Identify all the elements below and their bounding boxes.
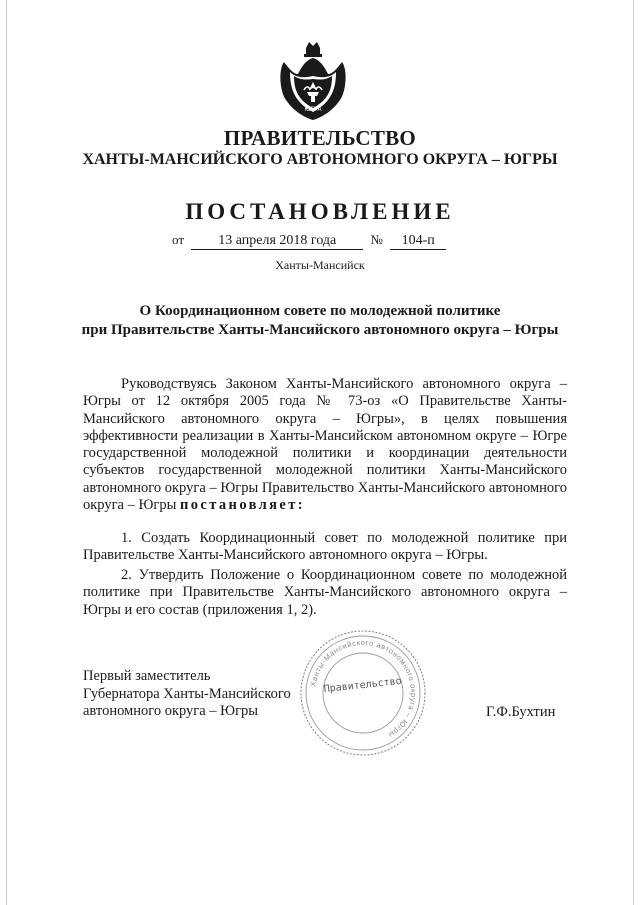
decree-word: постановляет: (179, 497, 306, 514)
from-label: от (172, 232, 185, 247)
signer-position-line3: автономного округа – Югры (83, 703, 259, 719)
item-1-text: 1. Создать Координационный совет по молодежной политике при Правительстве Ханты-Мансийского автономного округа – Югры. (83, 530, 567, 564)
number-label: № (370, 232, 383, 247)
government-title: ПРАВИТЕЛЬСТВО (223, 126, 417, 150)
svg-text:Ханты-Мансийского автономного: Ханты-Мансийского автономного округа – Югры (308, 637, 419, 741)
item-1-paragraph (83, 530, 567, 565)
document-date: 13 апреля 2018 года (191, 233, 363, 250)
resolution-title (0, 302, 640, 340)
date-number-line (172, 232, 446, 250)
signer-position-line2: Губернатора Ханты-Мансийского (83, 685, 291, 702)
item-2-text: 2. Утвердить Положение о Координационном совете по молодежной политике при Правительстве Ханты-Мансийского автономного округа – Югры и его состав (приложения 1, 2). (83, 567, 567, 618)
coat-of-arms-emblem-icon (276, 40, 350, 122)
signer-position (83, 668, 291, 721)
government-subtitle: ХАНТЫ-МАНСИЙСКОГО АВТОНОМНОГО ОКРУГА – ЮГРЫ (82, 151, 558, 168)
resolution-title-line2: при Правительстве Ханты-Мансийского автономного округа – Югры (81, 322, 559, 338)
resolution-title-line1: О Координационном совете по молодежной политике (139, 303, 501, 319)
svg-text:ЮГРА: ЮГРА (304, 107, 322, 113)
signer-name: Г.Ф.Бухтин (486, 704, 556, 720)
signer-position-line1: Первый заместитель (83, 668, 211, 684)
official-seal-stamp (298, 628, 428, 758)
preamble-text: Руководствуясь Законом Ханты-Мансийского автономного округа – Югры от 12 октября 2005 года № 73-оз «О Правительстве Ханты-Мансийского автономного округа – Югры», в целях повышения эффективности реализации в Ханты-Мансийском автономном округе – Югре государственной молодежной политики и координации деятельности субъектов государственной молодежной политики Ханты-Мансийского автономного округа – Югры Правительство Ханты-Мансийского автономного округа – Югры (83, 376, 567, 514)
document-city: Ханты-Мансийск (275, 258, 365, 272)
stamp-center-text: Правительство (323, 675, 403, 696)
document-type: ПОСТАНОВЛЕНИЕ (185, 199, 455, 224)
item-2-paragraph (83, 567, 567, 619)
preamble-paragraph (83, 376, 567, 514)
document-number: 104-п (390, 233, 446, 250)
